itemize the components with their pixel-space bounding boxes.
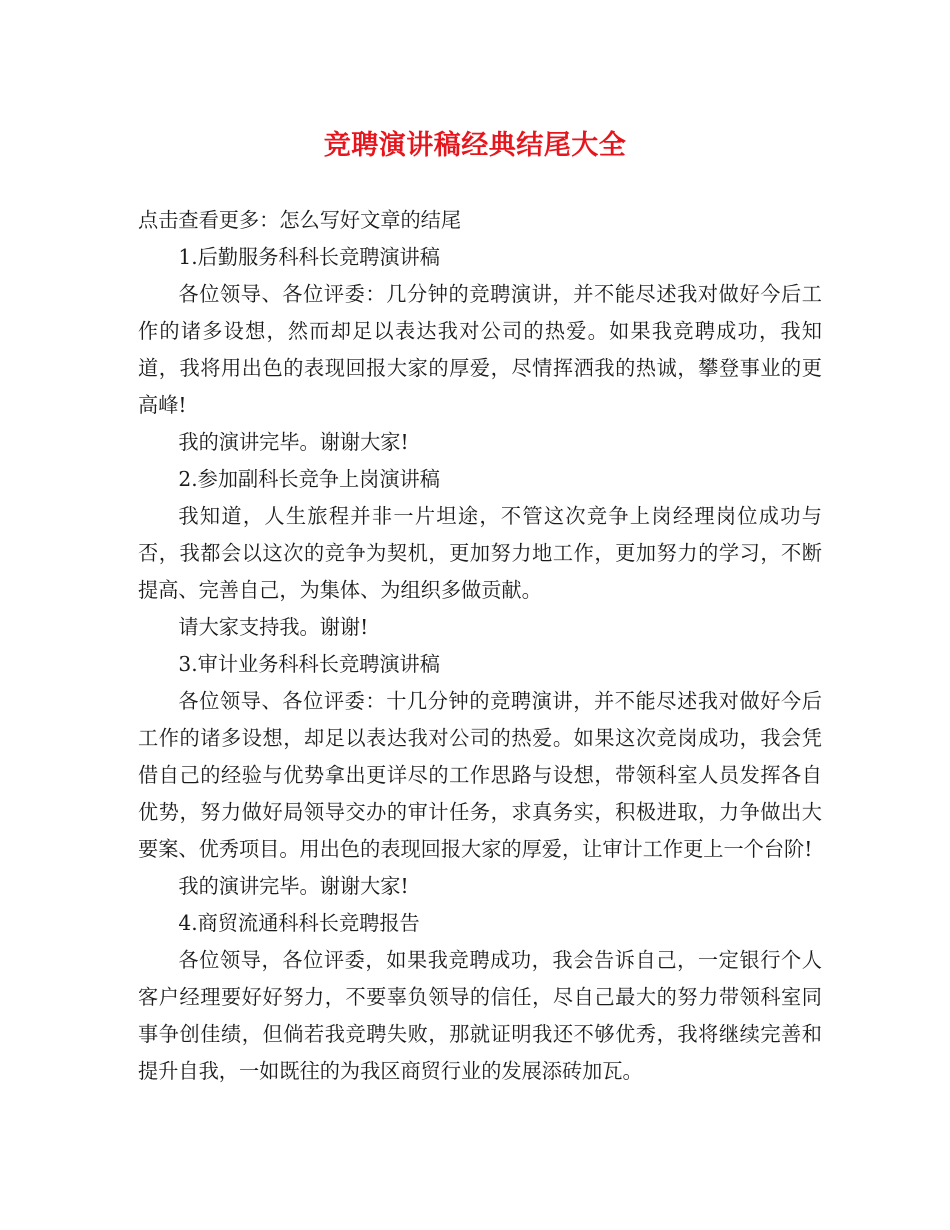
section-2-body: 我知道，人生旅程并非一片坦途，不管这次竞争上岗经理岗位成功与否，我都会以这次的竞争为契机，更加努力地工作，更加努力的学习，不断提高、完善自己，为集体、为组织多做贡献。 [138, 504, 822, 602]
section-4-heading: 4.商贸流通科科长竞聘报告 [178, 911, 420, 935]
lead-line: 点击查看更多：怎么写好文章的结尾 [138, 208, 462, 232]
section-3-closing: 我的演讲完毕。谢谢大家! [178, 874, 409, 898]
section-2-closing: 请大家支持我。谢谢! [178, 615, 369, 639]
section-1-body: 各位领导、各位评委：几分钟的竞聘演讲，并不能尽述我对做好今后工作的诸多设想，然而却足以表达我对公司的热爱。如果我竞聘成功，我知道，我将用出色的表现回报大家的厚爱，尽情挥洒我的热诚，攀登事业的更高峰! [138, 282, 822, 417]
section-1-heading: 1.后勤服务科科长竞聘演讲稿 [178, 245, 440, 269]
document-title: 竞聘演讲稿经典结尾大全 [323, 130, 627, 161]
section-4-body: 各位领导，各位评委，如果我竞聘成功，我会告诉自己，一定银行个人客户经理要好好努力，不要辜负领导的信任，尽自己最大的努力带领科室同事争创佳绩，但倘若我竞聘失败，那就证明我还不够优秀，我将继续完善和提升自我，一如既往的为我区商贸行业的发展添砖加瓦。 [138, 948, 822, 1083]
section-1-closing: 我的演讲完毕。谢谢大家! [178, 430, 409, 454]
section-2-heading: 2.参加副科长竞争上岗演讲稿 [178, 467, 440, 491]
section-3-body: 各位领导、各位评委：十几分钟的竞聘演讲，并不能尽述我对做好今后工作的诸多设想，却足以表达我对公司的热爱。如果这次竞岗成功，我会凭借自己的经验与优势拿出更详尽的工作思路与设想，带领科室人员发挥各自优势，努力做好局领导交办的审计任务，求真务实，积极进取，力争做出大要案、优秀项目。用出色的表现回报大家的厚爱，让审计工作更上一个台阶! [138, 689, 822, 861]
document-body [138, 202, 822, 1090]
section-3-heading: 3.审计业务科科长竞聘演讲稿 [178, 652, 440, 676]
